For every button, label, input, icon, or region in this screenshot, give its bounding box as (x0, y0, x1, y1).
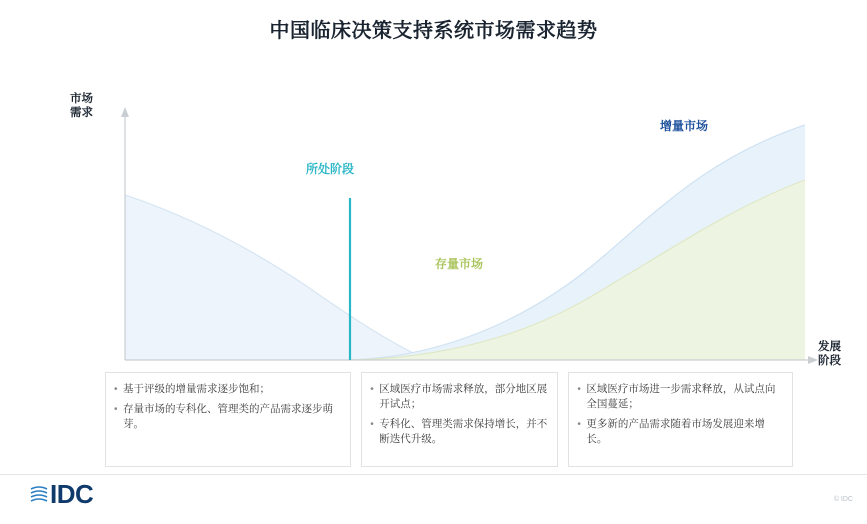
note-item (577, 382, 782, 412)
y-axis-arrow (121, 107, 129, 117)
chart-svg (105, 95, 830, 370)
note-text: 基于评级的增量需求逐步饱和； (123, 383, 270, 395)
copyright-text: © IDC (833, 496, 853, 503)
idc-logo-text: IDC (50, 478, 94, 509)
note-box-stage-3 (568, 372, 793, 467)
footer-divider (0, 474, 867, 475)
x-axis-arrow (808, 356, 818, 364)
bullet-icon: • (370, 384, 374, 395)
note-text: 存量市场的专科化、管理类的产品需求逐步萌芽。 (123, 403, 333, 430)
bullet-icon: • (370, 419, 374, 430)
y-axis-label-line2: 需求 (70, 107, 93, 119)
annotation-growth-market: 增量市场 (660, 119, 709, 133)
bullet-icon: • (114, 384, 118, 395)
note-item (577, 417, 782, 447)
idc-logo (30, 478, 93, 510)
trend-chart (105, 95, 830, 370)
note-text: 区域医疗市场进一步需求释放，从试点向全国蔓延； (586, 383, 776, 410)
annotation-current-stage: 所处阶段 (306, 162, 355, 176)
idc-logo-mark-icon (30, 484, 48, 504)
notes-row (105, 372, 793, 467)
note-box-stage-1 (105, 372, 351, 467)
x-axis-label-line2: 阶段 (818, 355, 841, 367)
note-text: 区域医疗市场需求释放，部分地区展开试点； (379, 383, 548, 410)
bullet-icon: • (577, 384, 581, 395)
x-axis-label-line1: 发展 (818, 341, 841, 353)
note-box-stage-2 (361, 372, 558, 467)
page-title: 中国临床决策支持系统市场需求趋势 (269, 20, 598, 42)
bullet-icon: • (577, 419, 581, 430)
note-text: 专科化、管理类需求保持增长，并不断迭代升级。 (379, 418, 548, 445)
note-item (114, 382, 340, 397)
note-item (114, 402, 340, 432)
annotation-stock-market: 存量市场 (435, 257, 484, 271)
bullet-icon: • (114, 404, 118, 415)
note-item (370, 417, 547, 447)
note-item (370, 382, 547, 412)
note-text: 更多新的产品需求随着市场发展迎来增长。 (586, 418, 765, 445)
y-axis-label-line1: 市场 (70, 93, 93, 105)
